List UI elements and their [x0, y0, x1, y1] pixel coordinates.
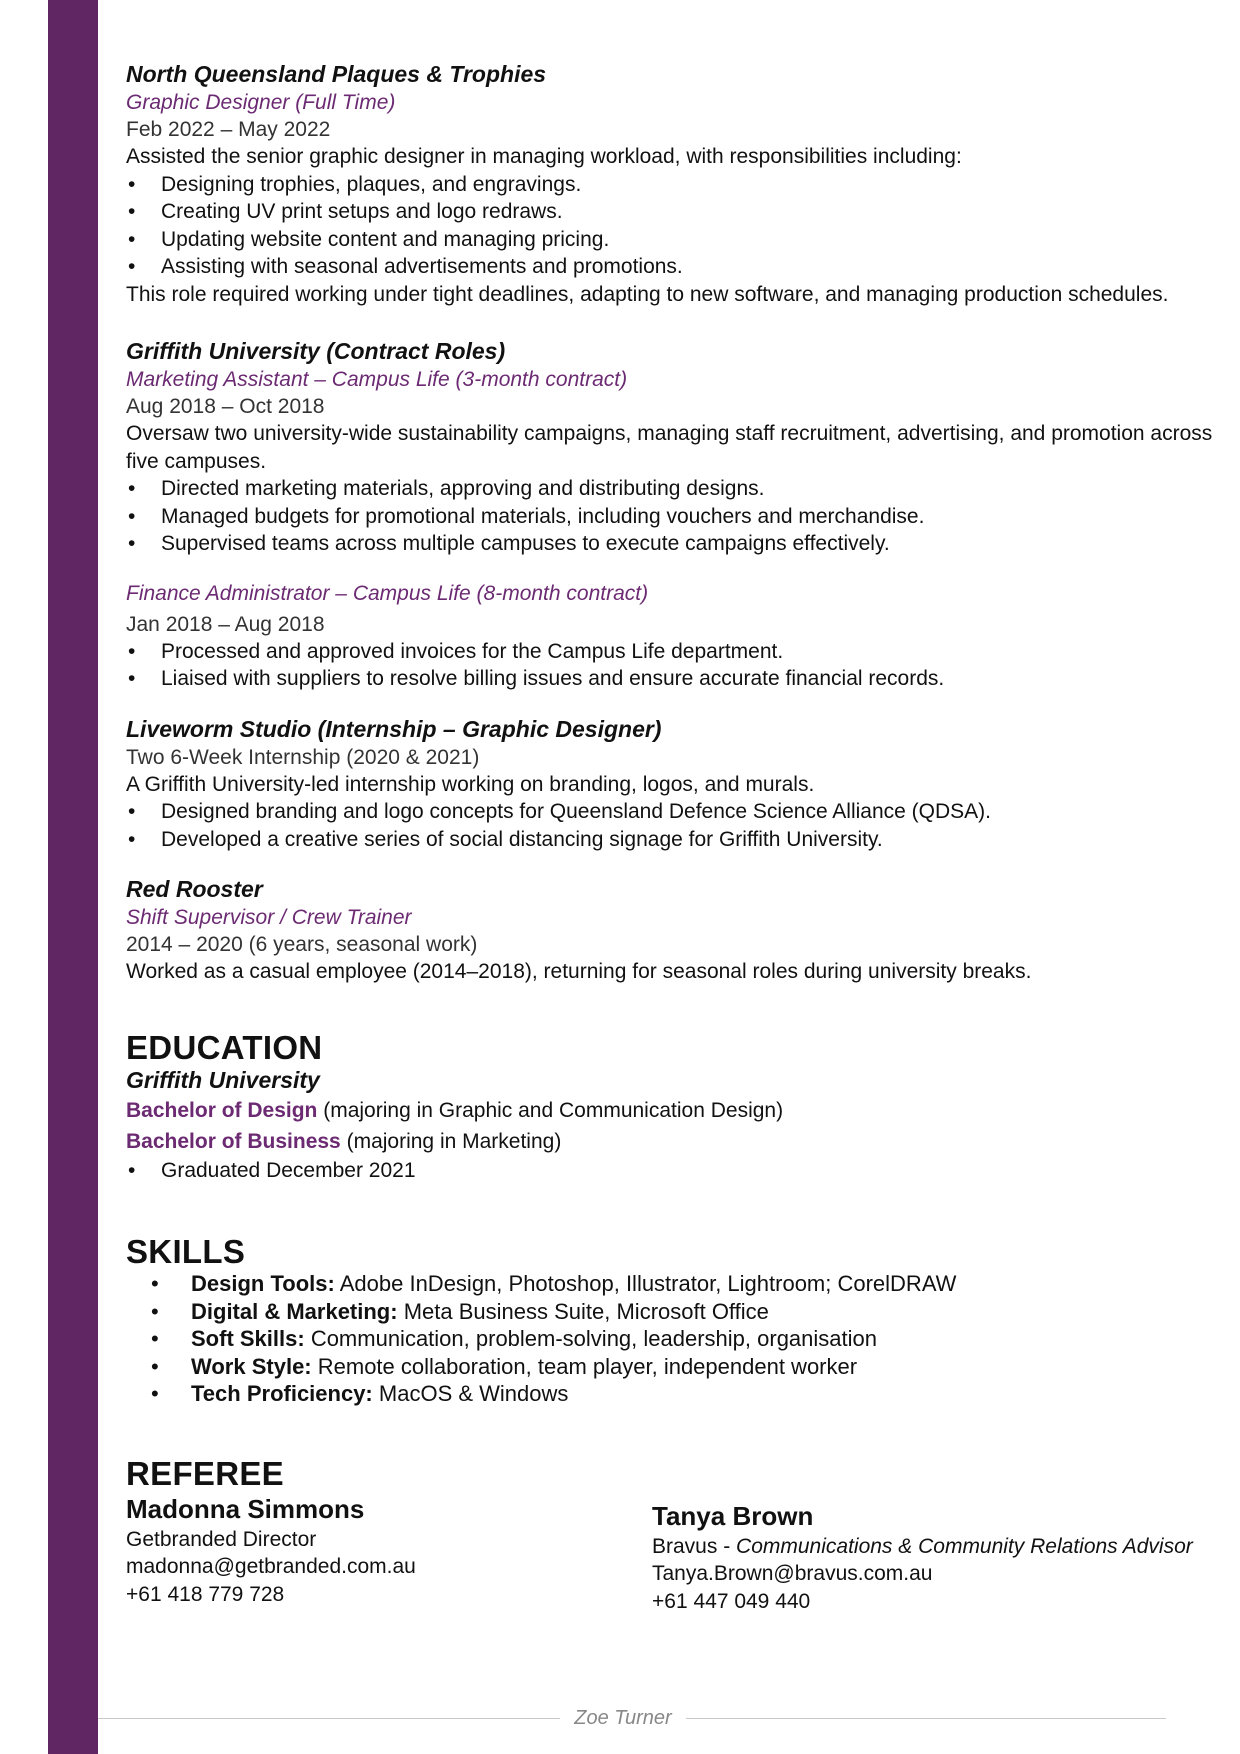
referee-card [126, 1492, 416, 1609]
referee-title-line [652, 1533, 1193, 1561]
degree-entry [126, 1095, 1226, 1126]
job-dates: Aug 2018 – Oct 2018 [126, 395, 325, 418]
skill-value: Communication, problem-solving, leadership, organisation [310, 1326, 877, 1351]
job-dates: Two 6-Week Internship (2020 & 2021) [126, 745, 480, 769]
job-role: Shift Supervisor / Crew Trainer [126, 906, 412, 929]
skill-label: Work Style: [191, 1353, 312, 1379]
job-intro: A Griffith University-led internship working on branding, logos, and murals. [126, 772, 815, 796]
education-bullets [126, 1157, 1226, 1185]
job-intro: Assisted the senior graphic designer in managing workload, with responsibilities including: [126, 145, 962, 168]
skill-item [126, 1353, 1226, 1381]
list-item: • Graduated December 2021 [126, 1157, 1226, 1185]
company-name: Red Rooster [126, 876, 263, 902]
institution-name: Griffith University [126, 1066, 320, 1093]
list-item: • Liaised with suppliers to resolve billing issues and ensure accurate financial records. [126, 665, 1226, 693]
referee-phone: +61 447 049 440 [652, 1589, 811, 1613]
job-bullets [126, 171, 1226, 281]
skill-label: Digital & Marketing: [191, 1298, 398, 1324]
job-bullets [126, 475, 1226, 558]
list-item: • Directed marketing materials, approving and distributing designs. [126, 475, 1226, 503]
skill-value: MacOS & Windows [378, 1381, 569, 1406]
degree-name: Bachelor of Design [126, 1098, 318, 1122]
referee-phone: +61 418 779 728 [126, 1582, 285, 1606]
referee-section [126, 1456, 1226, 1622]
footer-name: Zoe Turner [574, 1707, 672, 1729]
list-item: • Designed branding and logo concepts for Queensland Defence Science Alliance (QDSA). [126, 798, 1226, 826]
list-item: • Developed a creative series of social distancing signage for Griffith University. [126, 826, 1226, 854]
skill-label: Soft Skills: [191, 1326, 305, 1351]
skills-list [126, 1270, 1226, 1408]
list-item: • Managed budgets for promotional materials, including vouchers and merchandise. [126, 503, 1226, 531]
experience-entry [126, 60, 1226, 308]
referee-name: Tanya Brown [652, 1500, 814, 1531]
skill-item [126, 1270, 1226, 1298]
job-bullets [126, 798, 1226, 853]
section-heading: SKILLS [126, 1233, 246, 1270]
job-intro: Worked as a casual employee (2014–2018), returning for seasonal roles during university breaks. [126, 960, 1032, 983]
job-intro: Oversaw two university-wide sustainability campaigns, managing staff recruitment, advertising, and promotion across five campuses. [126, 422, 1213, 473]
job-bullets [126, 638, 1226, 693]
section-heading: EDUCATION [126, 1028, 323, 1066]
referee-company: Bravus - [652, 1534, 737, 1558]
skill-item [126, 1325, 1226, 1353]
list-item: • Supervised teams across multiple campuses to execute campaigns effectively. [126, 530, 1226, 558]
resume-content [126, 60, 1226, 1622]
referee-name: Madonna Simmons [126, 1493, 365, 1524]
referee-row [126, 1492, 1226, 1622]
job-dates: Jan 2018 – Aug 2018 [126, 612, 325, 636]
list-item: • Processed and approved invoices for the Campus Life department. [126, 638, 1226, 666]
skill-label: Tech Proficiency: [191, 1381, 373, 1406]
skill-item [126, 1380, 1226, 1408]
skill-item [126, 1298, 1226, 1326]
page-footer [98, 1706, 1166, 1730]
company-name: Liveworm Studio (Internship – Graphic Designer) [126, 715, 662, 742]
sidebar-accent-bar [48, 0, 98, 1754]
job-role: Finance Administrator – Campus Life (8-month contract) [126, 581, 649, 605]
degree-entry [126, 1126, 1226, 1157]
job-dates: Feb 2022 – May 2022 [126, 118, 331, 141]
skill-label: Design Tools: [191, 1271, 335, 1296]
footer-divider [686, 1718, 1166, 1719]
list-item: • Creating UV print setups and logo redraws. [126, 198, 1226, 226]
list-item: • Updating website content and managing pricing. [126, 226, 1226, 254]
referee-email[interactable]: Tanya.Brown@bravus.com.au [652, 1562, 933, 1585]
education-section [126, 1030, 1226, 1185]
experience-entry [126, 715, 1226, 854]
section-heading: REFEREE [126, 1454, 284, 1492]
referee-title: Getbranded Director [126, 1527, 317, 1551]
list-item: • Designing trophies, plaques, and engravings. [126, 171, 1226, 199]
skill-value: Adobe InDesign, Photoshop, Illustrator, Lightroom; CorelDRAW [339, 1271, 957, 1296]
job-role: Graphic Designer (Full Time) [126, 91, 396, 114]
referee-title: Communications & Community Relations Advisor [736, 1534, 1193, 1558]
job-dates: 2014 – 2020 (6 years, seasonal work) [126, 933, 478, 956]
company-name: Griffith University (Contract Roles) [126, 338, 506, 364]
degree-name: Bachelor of Business [126, 1129, 341, 1153]
experience-entry [126, 337, 1226, 693]
skill-value: Meta Business Suite, Microsoft Office [403, 1298, 769, 1324]
referee-email[interactable]: madonna@getbranded.com.au [126, 1555, 416, 1578]
footer-divider [98, 1718, 560, 1719]
experience-entry [126, 875, 1226, 986]
job-outro: This role required working under tight deadlines, adapting to new software, and managing production schedules. [126, 282, 1169, 306]
company-name: North Queensland Plaques & Trophies [126, 61, 547, 87]
list-item: • Assisting with seasonal advertisements and promotions. [126, 253, 1226, 281]
referee-card [652, 1499, 1193, 1616]
skills-section [126, 1234, 1226, 1408]
skill-value: Remote collaboration, team player, independent worker [317, 1353, 858, 1379]
degree-detail: (majoring in Marketing) [346, 1129, 562, 1153]
degree-detail: (majoring in Graphic and Communication Design) [323, 1098, 784, 1122]
job-role: Marketing Assistant – Campus Life (3-month contract) [126, 368, 628, 391]
